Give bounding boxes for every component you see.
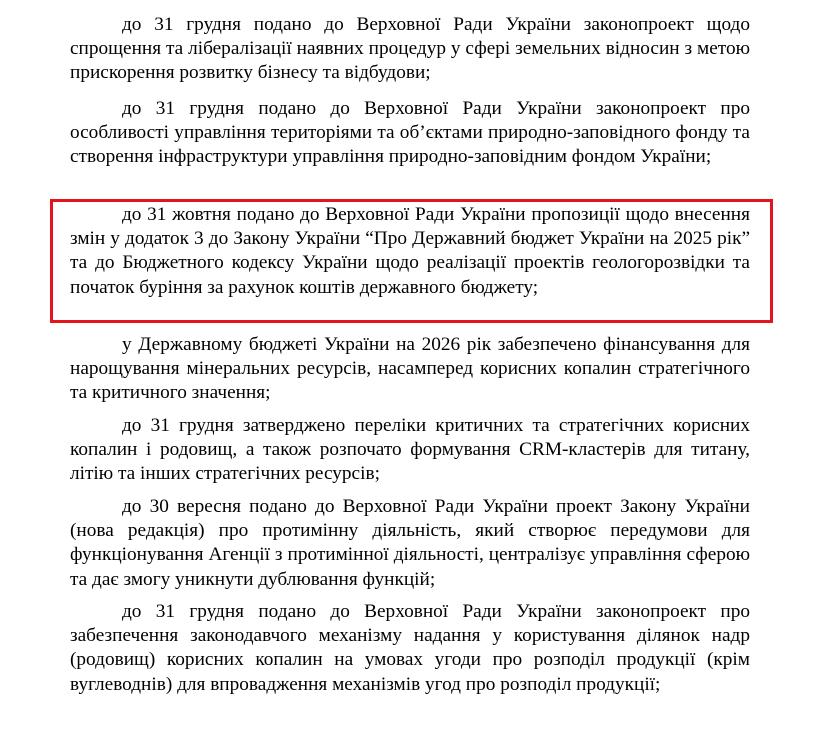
paragraph-budget-2026: у Державному бюджеті України на 2026 рік забезпечено фінансування для нарощування мінеральних ресурсів, насамперед корисних копалин стратегічного та критичного значення;	[70, 334, 750, 404]
paragraph-subsoil-psa: до 31 грудня подано до Верховної Ради України законопроект про забезпечення законодавчого механізму надання у користування ділянок надр (родовищ) корисних копалин на умовах угоди про розподіл продукції (крім вуглеводнів) для впровадження механізмів угод про розподіл продукції;	[70, 601, 750, 695]
paragraph-mine-action-law: до 30 вересня подано до Верховної Ради України проект Закону України (нова редакція) про протимінну діяльність, який створює передумови для функціонування Агенції з протимінної діяльності, централізує управління сферою та дає змогу уникнути дублювання функцій;	[70, 496, 750, 590]
paragraph-critical-minerals: до 31 грудня затверджено переліки критичних та стратегічних корисних копалин і родовищ, а також розпочато формування CRM-кластерів для титану, літію та інших стратегічних ресурсів;	[70, 415, 750, 485]
paragraph-state-budget-proposals: до 31 жовтня подано до Верховної Ради України пропозиції щодо внесення змін у додаток 3 до Закону України “Про Державний бюджет України на 2025 рік” та до Бюджетного кодексу України щодо реалізації проектів геологорозвідки та початок буріння за рахунок коштів державного бюджету;	[70, 204, 750, 298]
paragraph-land-relations: до 31 грудня подано до Верховної Ради України законопроект щодо спрощення та лібералізації наявних процедур у сфері земельних відносин з метою прискорення розвитку бізнесу та відбудови;	[70, 14, 750, 84]
paragraph-nature-reserve: до 31 грудня подано до Верховної Ради України законопроект про особливості управління територіями та об’єктами природно-заповідного фонду та створення інфраструктури управління природно-заповідним фондом України;	[70, 98, 750, 168]
